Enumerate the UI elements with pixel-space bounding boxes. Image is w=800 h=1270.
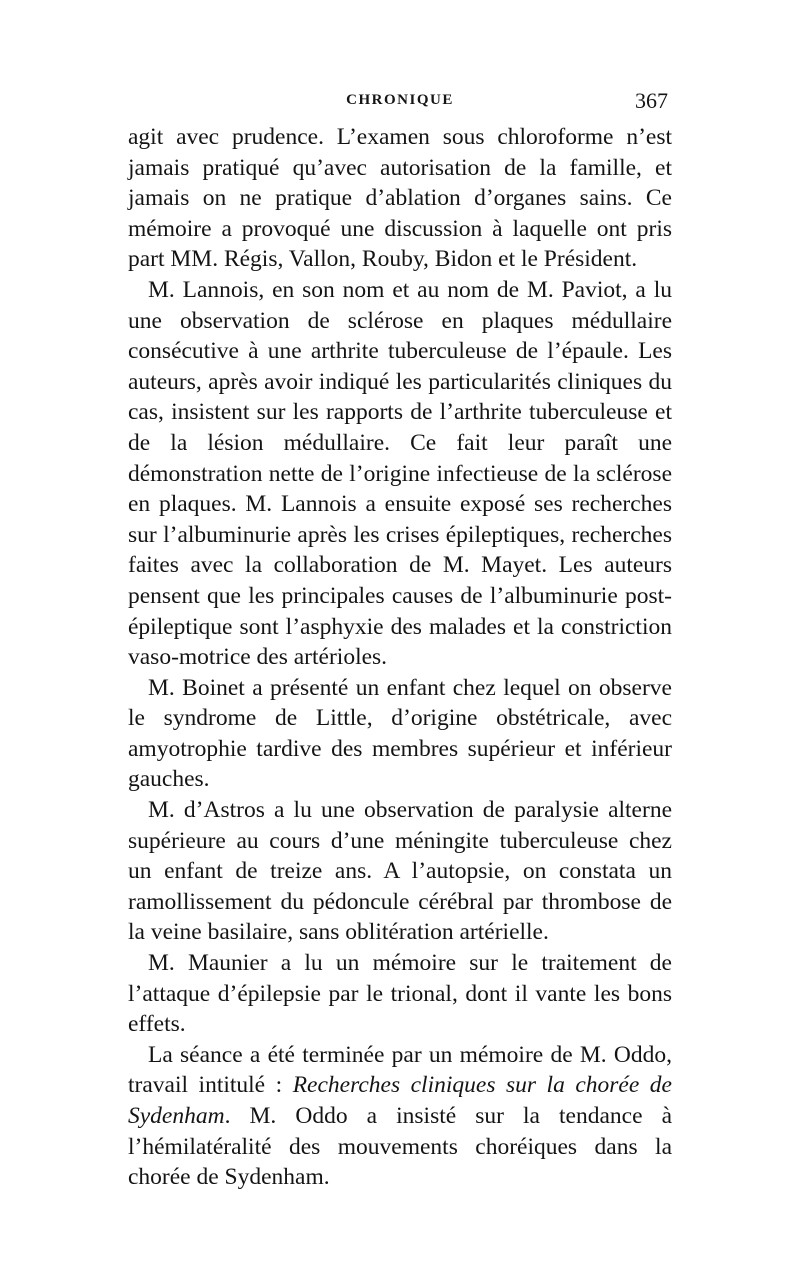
paragraph-continuation: agit avec prudence. L’examen sous chloroforme n’est jamais pratiqué qu’avec autorisation de la famille, et jamais on ne pratique d’ablation d’organes sains. Ce mémoire a provoqué une discussion à laquelle ont pris part MM. Régis, Vallon, Rouby, Bidon et le Président. <box>128 124 672 273</box>
body-text <box>128 122 672 1193</box>
paragraph-oddo <box>128 1040 672 1193</box>
oddo-text-before: La séance a été terminée par un mémoire de M. Oddo, travail intitulé : <box>128 1041 672 1099</box>
oddo-text-after: . M. Oddo a insisté sur la tendance à l’hémilatéralité des mouvements choréiques dans la chorée de Sydenham. <box>128 1103 672 1191</box>
paragraph-lannois: M. Lannois, en son nom et au nom de M. Paviot, a lu une observation de sclérose en plaques médullaire consécutive à une arthrite tuberculeuse de l’épaule. Les auteurs, après avoir indiqué les particularités cliniques du cas, insistent sur les rapports de l’arthrite tuberculeuse et de la lésion médullaire. Ce fait leur paraît une démonstration nette de l’origine infectieuse de la sclérose en plaques. M. Lannois a ensuite exposé ses recherches sur l’albuminurie après les crises épileptiques, recherches faites avec la collaboration de M. Mayet. Les auteurs pensent que les principales causes de l’albuminurie post-épileptique sont l’asphyxie des malades et la constriction vaso-motrice des artérioles. <box>128 276 672 671</box>
oddo-work-title: Recherches cliniques sur la chorée de Sydenham <box>128 1072 672 1129</box>
running-title: CHRONIQUE <box>346 92 454 108</box>
running-head <box>120 88 680 114</box>
paragraph-astros: M. d’Astros a lu une observation de paralysie alterne supérieure au cours d’une méningite tuberculeuse chez un enfant de treize ans. A l’autopsie, on constata un ramollissement du pédoncule cérébral par thrombose de la veine basilaire, sans oblitération artérielle. <box>128 797 672 946</box>
paragraph-maunier: M. Maunier a lu un mémoire sur le traitement de l’attaque d’épilepsie par le trional, dont il vante les bons effets. <box>128 950 672 1038</box>
page-number: 367 <box>635 88 668 113</box>
paragraph-boinet: M. Boinet a présenté un enfant chez lequel on observe le syndrome de Little, d’origine obstétricale, avec amyotrophie tardive des membres supérieur et inférieur gauches. <box>128 674 672 793</box>
